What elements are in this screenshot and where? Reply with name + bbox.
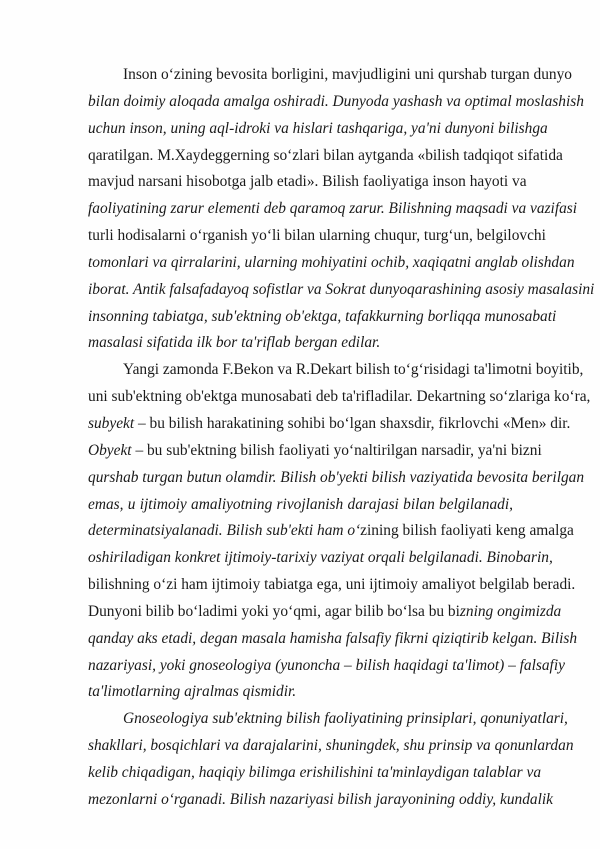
- text-line: [88, 116, 548, 143]
- italic-text-run: tomonlari va qirralarini, ularning mohiyatini ochib, xaqiqatni anglab olishdan: [88, 253, 575, 271]
- italic-text-run: Gnoseologiya sub'ektning bilish faoliyatining prinsiplari, qonuniyatlari,: [123, 710, 568, 728]
- text-line: [88, 733, 574, 760]
- italic-text-run: subyekt: [88, 414, 135, 432]
- text-run: Yangi zamonda F.Bekon va R.Dekart bilish to‘g‘risidagi ta'limotni boyitib,: [123, 361, 584, 379]
- text-run: turli hodisalarni o‘rganish yo‘li bilan ularning chuqur, turg‘un, belgilovchi: [88, 227, 546, 245]
- paragraph: [88, 62, 595, 357]
- italic-text-run: qurshab turgan butun olamdir. Bilish ob'yekti bilish vaziyatida bevosita berilgan: [88, 468, 585, 486]
- text-line: [88, 787, 553, 814]
- italic-text-run: bilan doimiy aloqada amalga oshiradi. Dunyoda yashash va optimal moslashish: [88, 92, 584, 110]
- text-run: Inson o‘zining bevosita borligini, mavjudligini uni qurshab turgan dunyo: [123, 66, 572, 83]
- text-line: [88, 89, 584, 116]
- italic-text-run: qanday aks etadi, degan masala hamisha falsafiy fikrni qiziqtirib kelgan. Bilish: [88, 629, 578, 647]
- text-line: [88, 196, 578, 223]
- text-line: [88, 465, 585, 492]
- italic-text-run: zning ongimizda: [459, 602, 562, 620]
- italic-text-run: shakllari, bosqichlari va darajalarini, shuningdek, shu prinsip va qonunlardan: [88, 737, 574, 755]
- text-line: [88, 277, 595, 304]
- paragraph: [88, 357, 591, 706]
- text-line: [88, 518, 574, 545]
- text-line: [88, 411, 571, 438]
- document-body: [88, 62, 595, 814]
- text-line: [88, 572, 576, 599]
- italic-text-run: iborat. Antik falsafadayoq sofistlar va Sokrat dunyoqarashining asosiy masalasini: [88, 280, 595, 298]
- text-run: qaratilgan. M.Xaydeggerning so‘zlari bilan aytganda «bilish tadqiqot sifatida: [88, 146, 563, 164]
- italic-text-run: insonning tabiatga, sub'ektning ob'ektga, tafakkurning borliqqa munosabati: [88, 307, 557, 325]
- text-line: [88, 384, 591, 411]
- text-line: [88, 679, 513, 706]
- text-run: – bu bilish harakatining sohibi bo‘lgan shaxsdir, fikrlovchi «Men» dir.: [134, 414, 571, 432]
- text-line: [88, 304, 557, 331]
- text-run: zining bilish faoliyati keng amalga: [360, 522, 574, 540]
- text-line: [88, 143, 563, 170]
- text-line: [88, 545, 553, 572]
- italic-text-run: kelib chiqadigan, haqiqiy bilimga erishilishini ta'minlaydigan talablar va: [88, 763, 542, 781]
- italic-text-run: nazariyasi, yoki gnoseologiya (yunoncha – bilish haqidagi ta'limot) – falsafiy: [88, 656, 565, 674]
- italic-text-run: determinatsiyalanadi. Bilish sub'ekti ham o‘: [88, 522, 361, 540]
- text-line: [88, 626, 578, 653]
- text-line: [88, 330, 513, 357]
- italic-text-run: oshiriladigan konkret ijtimoiy-tarixiy vaziyat orqali belgilanadi. Binobarin,: [88, 549, 553, 567]
- text-run: mavjud narsani hisobotga jalb etadi». Bilish faoliyatiga inson hayoti va: [88, 173, 527, 191]
- text-line: [88, 169, 527, 196]
- paragraph: [88, 706, 574, 813]
- italic-text-run: mezonlarni o‘rganadi. Bilish nazariyasi bilish jarayonining oddiy, kundalik: [88, 790, 553, 808]
- italic-text-run: emas, u ijtimoiy amaliyotning rivojlanish darajasi bilan belgilanadi,: [88, 495, 513, 513]
- italic-text-run: faoliyatining zarur elementi deb qaramoq zarur. Bilishning maqsadi va vazifasi: [88, 200, 578, 218]
- text-line: [88, 357, 584, 384]
- text-run: Dunyoni bilib bo‘ladimi yoki yo‘qmi, agar bilib bo‘lsa bu bi: [88, 602, 460, 620]
- text-line: [88, 706, 568, 733]
- text-line: [88, 62, 572, 89]
- text-run: bilishning o‘zi ham ijtimoiy tabiatga ega, uni ijtimoiy amaliyot belgilab beradi.: [88, 576, 576, 594]
- italic-text-run: masalasi sifatida ilk bor ta'riflab bergan edilar.: [88, 334, 381, 352]
- text-line: [88, 760, 542, 787]
- text-line: [88, 492, 513, 519]
- text-line: [88, 438, 542, 465]
- text-run: uni sub'ektning ob'ektga munosabati deb ta'rifladilar. Dekartning so‘zlariga ko‘ra,: [88, 388, 591, 406]
- text-line: [88, 653, 565, 680]
- italic-text-run: Obyekt: [88, 441, 132, 459]
- text-line: [88, 250, 575, 277]
- text-run: – bu sub'ektning bilish faoliyati yo‘naltirilgan narsadir, ya'ni bizni: [131, 441, 542, 459]
- text-line: [88, 223, 546, 250]
- text-line: [88, 599, 562, 626]
- italic-text-run: uchun inson, uning aql-idroki va hislari tashqariga, ya'ni dunyoni bilishga: [88, 119, 548, 137]
- italic-text-run: ta'limotlarning ajralmas qismidir.: [88, 683, 297, 701]
